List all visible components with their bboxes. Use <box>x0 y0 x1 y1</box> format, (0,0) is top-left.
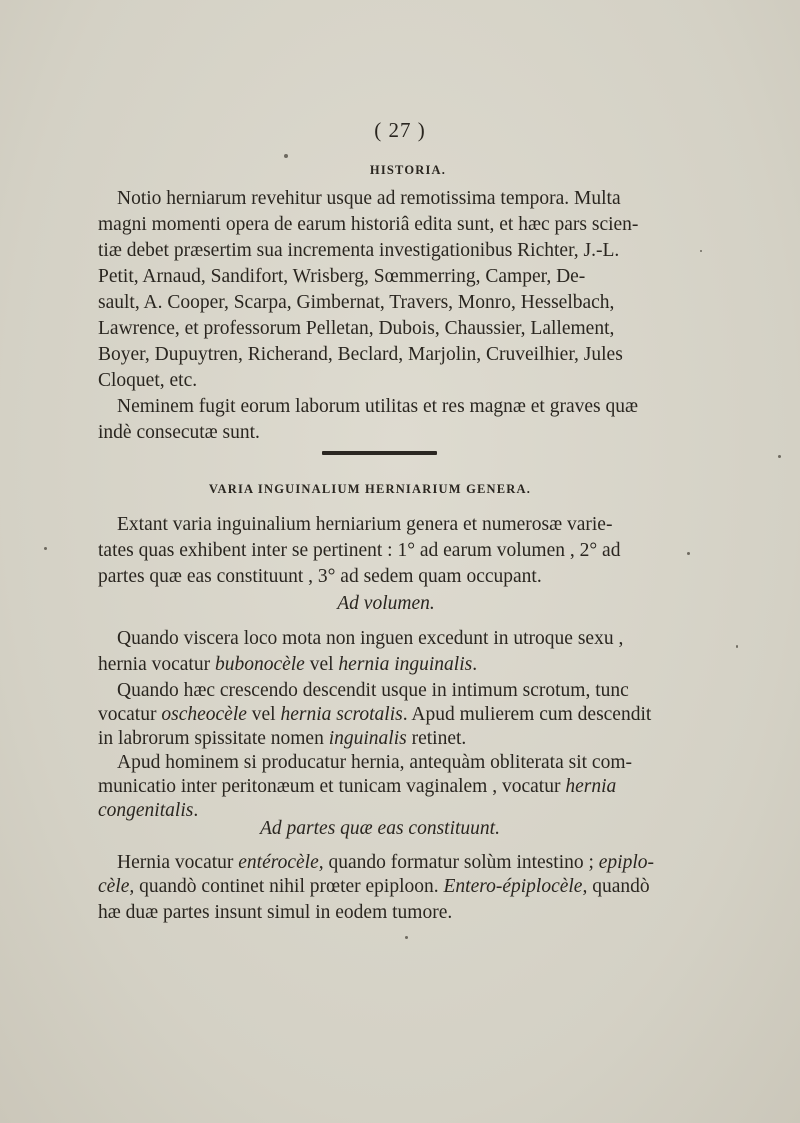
text-line: indè consecutæ sunt. <box>98 422 260 443</box>
paper-speck <box>284 154 288 158</box>
paper-speck <box>778 455 781 458</box>
text-line: magni momenti opera de earum historiâ edita sunt, et hæc pars scien- <box>98 214 639 235</box>
page-number: ( 27 ) <box>374 118 426 142</box>
text-line: hæ duæ partes insunt simul in eodem tumore. <box>98 902 453 923</box>
text-line: cèle, quandò continet nihil prœter epiploon. Entero-épiplocèle, quandò <box>98 876 650 897</box>
text-line: municatio inter peritonæum et tunicam vaginalem , vocatur hernia <box>98 776 617 797</box>
paper-speck <box>44 547 47 550</box>
paper-speck <box>700 250 702 252</box>
text-line: Hernia vocatur entérocèle, quando formatur solùm intestino ; epiplo- <box>117 852 655 873</box>
text-line: Neminem fugit eorum laborum utilitas et res magnæ et graves quæ <box>117 396 638 417</box>
paper-speck <box>736 645 738 648</box>
subheading-ad-volumen: Ad volumen. <box>337 593 435 614</box>
subheading-ad-partes: Ad partes quæ eas constituunt. <box>260 818 500 839</box>
text-line: partes quæ eas constituunt , 3° ad sedem quam occupant. <box>98 566 542 587</box>
text-line: tiæ debet præsertim sua incrementa investigationibus Richter, J.-L. <box>98 240 620 261</box>
text-line: Lawrence, et professorum Pelletan, Dubois, Chaussier, Lallement, <box>98 318 615 339</box>
section-heading-historia: HISTORIA. <box>369 163 447 177</box>
text-line: Boyer, Dupuytren, Richerand, Beclard, Marjolin, Cruveilhier, Jules <box>98 344 623 365</box>
text-line: hernia vocatur bubonocèle vel hernia inguinalis. <box>98 654 478 675</box>
paper-speck <box>687 552 690 555</box>
text-line: Extant varia inguinalium herniarium genera et numerosæ varie- <box>117 514 613 535</box>
text-line: Cloquet, etc. <box>98 370 198 391</box>
text-line: Quando viscera loco mota non inguen excedunt in utroque sexu , <box>117 628 624 649</box>
text-line: Apud hominem si producatur hernia, antequàm obliterata sit com- <box>117 752 632 773</box>
paper-speck <box>405 936 408 939</box>
text-line: congenitalis. <box>98 800 199 821</box>
text-line: sault, A. Cooper, Scarpa, Gimbernat, Travers, Monro, Hesselbach, <box>98 292 615 313</box>
text-line: tates quas exhibent inter se pertinent : 1° ad earum volumen , 2° ad <box>98 540 621 561</box>
text-line: Notio herniarum revehitur usque ad remotissima tempora. Multa <box>117 188 621 209</box>
text-line: vocatur oscheocèle vel hernia scrotalis. Apud mulierem cum descendit <box>98 704 652 725</box>
text-line: in labrorum spissitate nomen inguinalis retinet. <box>98 728 467 749</box>
text-line: Quando hæc crescendo descendit usque in intimum scrotum, tunc <box>117 680 629 701</box>
section-heading-varia: VARIA INGUINALIUM HERNIARIUM GENERA. <box>208 482 532 496</box>
text-line: Petit, Arnaud, Sandifort, Wrisberg, Sœmmerring, Camper, De- <box>98 266 586 287</box>
section-divider <box>322 451 437 455</box>
